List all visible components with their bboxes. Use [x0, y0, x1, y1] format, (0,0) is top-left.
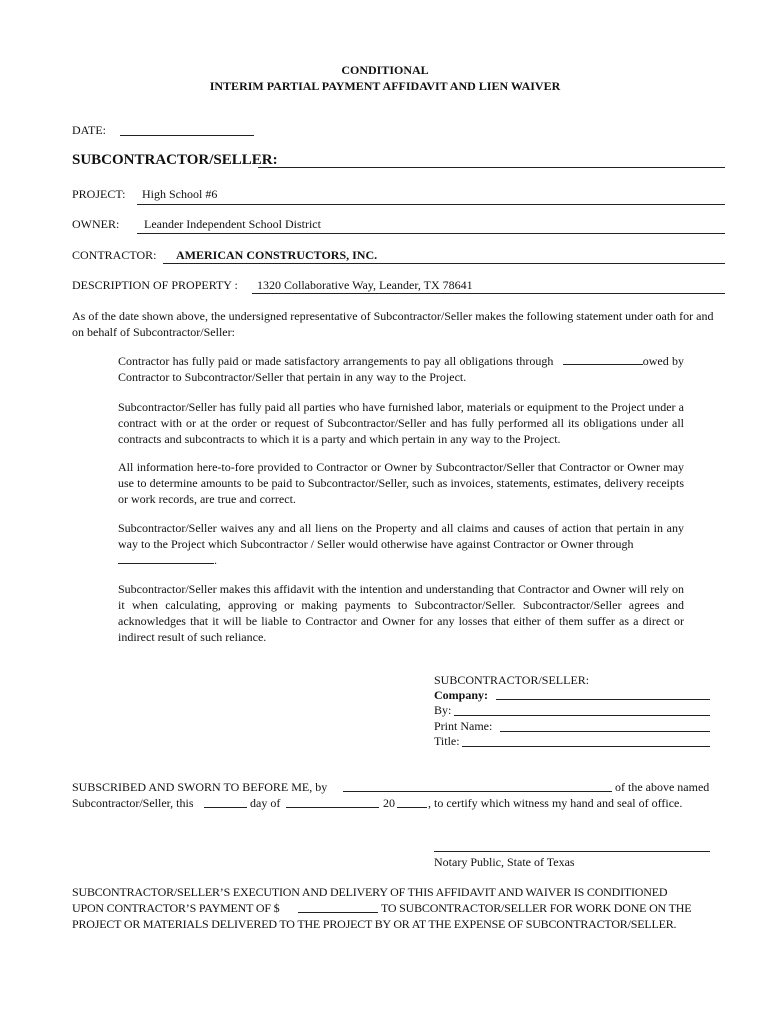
- signature-heading: SUBCONTRACTOR/SELLER:: [434, 673, 590, 687]
- notary-signature-field[interactable]: [434, 851, 710, 852]
- paragraph-obligations-text: Contractor has fully paid or made satisfactory arrangements to pay all obligations through: [118, 354, 554, 368]
- by-field[interactable]: [454, 715, 710, 716]
- title-field[interactable]: [462, 746, 710, 747]
- print-name-field[interactable]: [500, 731, 710, 732]
- witness-text: , to certify which witness my hand and seal of office.: [428, 796, 683, 810]
- property-field[interactable]: [252, 293, 725, 294]
- sworn-month-field[interactable]: [286, 807, 379, 808]
- property-value: 1320 Collaborative Way, Leander, TX 78641: [257, 278, 473, 292]
- footer-line-1: SUBCONTRACTOR/SELLER’S EXECUTION AND DELIVERY OF THIS AFFIDAVIT AND WAIVER IS CONDITIONED: [72, 885, 668, 899]
- year-prefix-text: 20: [383, 796, 395, 810]
- project-field[interactable]: [137, 204, 725, 205]
- subcontractor-label: SUBCONTRACTOR/SELLER:: [72, 152, 278, 168]
- sworn-year-field[interactable]: [397, 807, 427, 808]
- footer-line-2b: TO SUBCONTRACTOR/SELLER FOR WORK DONE ON THE: [381, 901, 692, 915]
- sworn-day-field[interactable]: [204, 807, 247, 808]
- waiver-period: .: [214, 553, 217, 567]
- by-label: By:: [434, 703, 452, 717]
- sworn-text: SUBSCRIBED AND SWORN TO BEFORE ME, by: [72, 780, 328, 794]
- subcontractor-field[interactable]: [258, 167, 725, 168]
- doc-title: INTERIM PARTIAL PAYMENT AFFIDAVIT AND LIEN WAIVER: [209, 79, 561, 93]
- notary-label: Notary Public, State of Texas: [434, 855, 575, 869]
- footer-line-2a: UPON CONTRACTOR’S PAYMENT OF $: [72, 901, 280, 915]
- paragraph-information: All information here-to-fore provided to Contractor or Owner by Subcontractor/Seller that Contractor or Owner may use to determine amounts to be paid to Subcontractor/Seller, such as invoices, statements, estimates, delivery receipts or work records, are true and correct.: [118, 460, 684, 506]
- contractor-label: CONTRACTOR:: [72, 248, 157, 262]
- through-date-field[interactable]: [563, 353, 643, 365]
- paragraph-obligations: [118, 353, 684, 385]
- footer-line-3: PROJECT OR MATERIALS DELIVERED TO THE PROJECT BY OR AT THE EXPENSE OF SUBCONTRACTOR/SELLER.: [72, 917, 677, 931]
- owed-text: owed: [642, 354, 669, 368]
- owner-value: Leander Independent School District: [144, 217, 321, 231]
- intro-statement: As of the date shown above, the undersigned representative of Subcontractor/Seller makes the following statement under oath for and on behalf of Subcontractor/Seller:: [72, 309, 714, 339]
- date-label: DATE:: [72, 123, 106, 137]
- company-field[interactable]: [496, 699, 710, 700]
- owner-label: OWNER:: [72, 217, 120, 231]
- date-field[interactable]: [120, 135, 254, 136]
- paragraph-waiver-text: Subcontractor/Seller waives any and all liens on the Property and all claims and causes of action that pertain in any way to the Project which Subcontractor / Seller would otherwise have against Contractor or Owner through: [118, 521, 684, 551]
- owner-field[interactable]: [137, 233, 725, 234]
- print-name-label: Print Name:: [434, 719, 493, 733]
- paragraph-paid-parties: Subcontractor/Seller has fully paid all parties who have furnished labor, materials or equipment to the Project under a contract with or at the order or request of Subcontractor/Seller and has fully performed all its obligations under all contracts and subcontracts to which it is a party and which pertain in any way to the Project.: [118, 400, 684, 446]
- paragraph-obligations-cont: by Contractor to Subcontractor/Seller that pertain in any way to the Project.: [118, 354, 684, 384]
- contractor-value: AMERICAN CONSTRUCTORS, INC.: [176, 248, 378, 262]
- project-value: High School #6: [142, 187, 218, 201]
- project-label: PROJECT:: [72, 187, 126, 201]
- company-label: Company:: [434, 688, 489, 702]
- sworn-date-text: Subcontractor/Seller, this: [72, 796, 194, 810]
- above-named-text: of the above named: [615, 780, 710, 794]
- paragraph-waiver: [118, 520, 684, 568]
- doc-title-conditional: CONDITIONAL: [341, 63, 429, 77]
- paragraph-reliance: Subcontractor/Seller makes this affidavit with the intention and understanding that Contractor and Owner will rely on it when calculating, approving or making payments to Subcontractor/Seller. Subcontractor/Seller agrees and acknowledges that it will be liable to Contractor and Owner for any losses that either of them suffer as a direct or indirect result of such reliance.: [118, 582, 684, 644]
- day-of-text: day of: [250, 796, 281, 810]
- payment-amount-field[interactable]: [298, 912, 378, 913]
- contractor-field[interactable]: [163, 263, 725, 264]
- property-label: DESCRIPTION OF PROPERTY :: [72, 278, 238, 292]
- waiver-through-field[interactable]: [118, 552, 214, 564]
- sworn-by-field[interactable]: [343, 791, 612, 792]
- title-label: Title:: [434, 734, 460, 748]
